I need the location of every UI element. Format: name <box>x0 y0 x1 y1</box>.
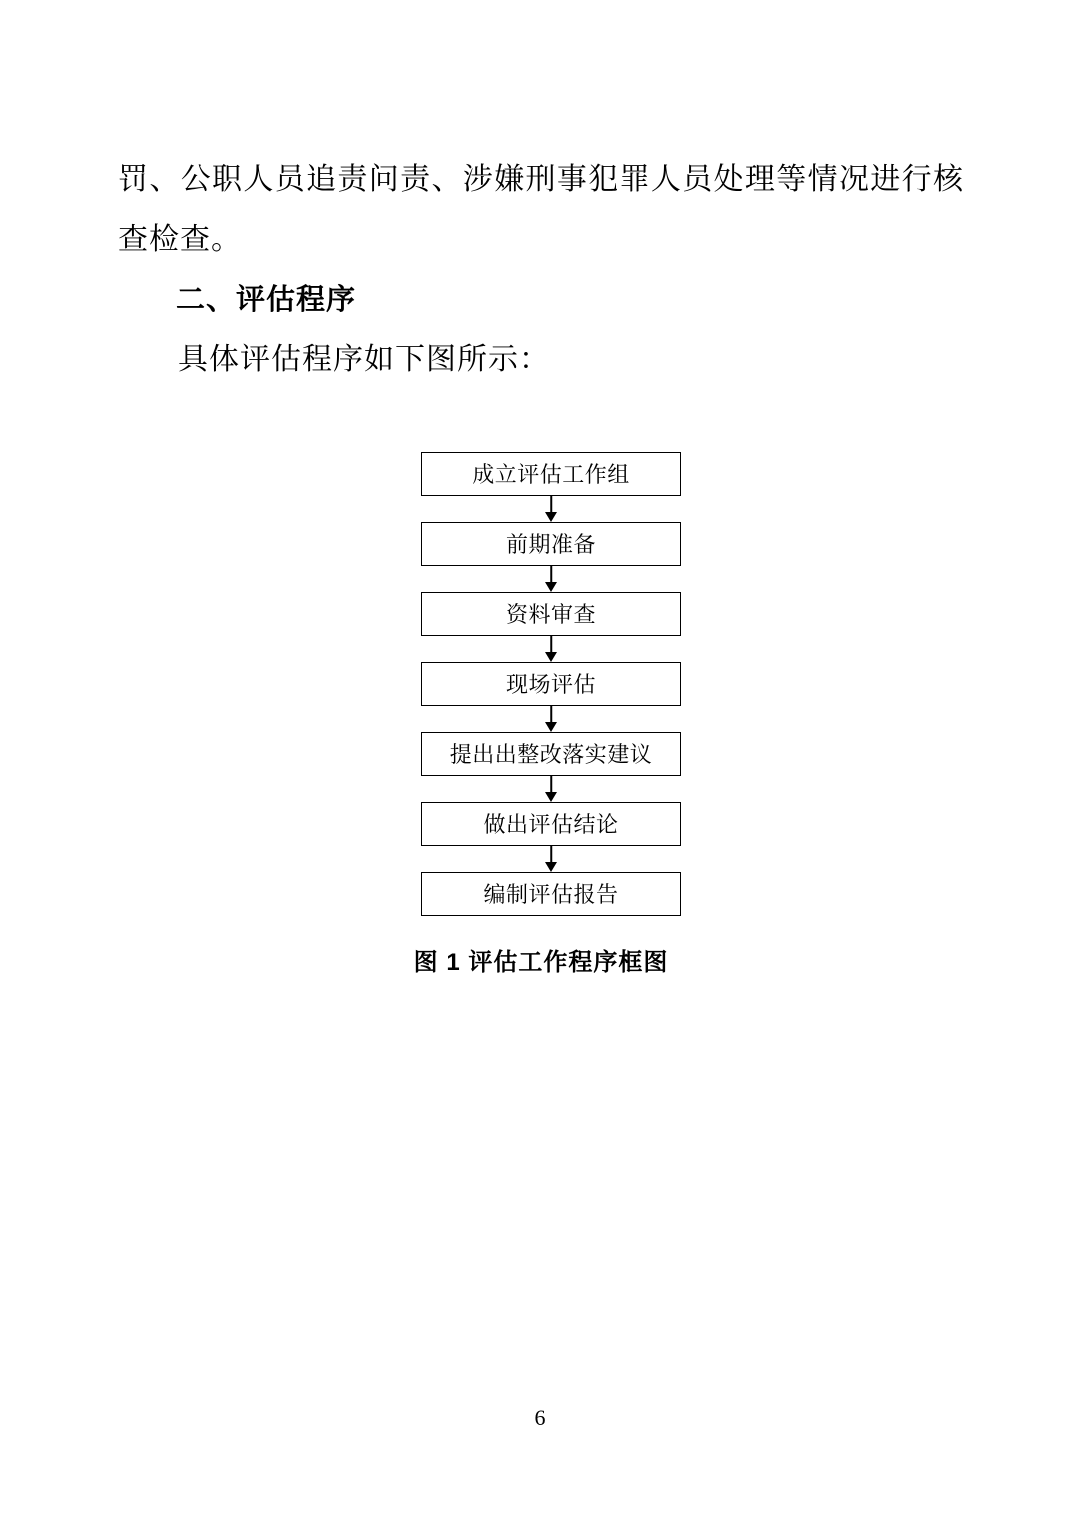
flowchart-arrow-icon <box>421 496 681 522</box>
flowchart-node: 提出出整改落实建议 <box>421 732 681 776</box>
flowchart-node: 现场评估 <box>421 662 681 706</box>
flowchart-arrow-icon <box>421 776 681 802</box>
page-number: 6 <box>534 1405 546 1430</box>
flowchart-node: 成立评估工作组 <box>421 452 681 496</box>
flowchart-node: 前期准备 <box>421 522 681 566</box>
flowchart-nodes <box>421 452 681 916</box>
flowchart-arrow-icon <box>421 846 681 872</box>
flowchart-figure <box>118 452 964 977</box>
section-heading: 二、评估程序 <box>176 284 357 316</box>
flowchart-arrow-icon <box>421 566 681 592</box>
flowchart-node: 编制评估报告 <box>421 872 681 916</box>
figure-caption: 图 1 评估工作程序框图 <box>413 949 669 976</box>
flowchart-arrow-icon <box>421 706 681 732</box>
flowchart-node: 做出评估结论 <box>421 802 681 846</box>
page-content <box>118 150 964 977</box>
paragraph-continued: 罚、公职人员追责问责、涉嫌刑事犯罪人员处理等情况进行核查检查。 <box>118 163 964 256</box>
intro-paragraph: 具体评估程序如下图所示： <box>178 343 550 376</box>
flowchart-node: 资料审查 <box>421 592 681 636</box>
flowchart-arrow-icon <box>421 636 681 662</box>
